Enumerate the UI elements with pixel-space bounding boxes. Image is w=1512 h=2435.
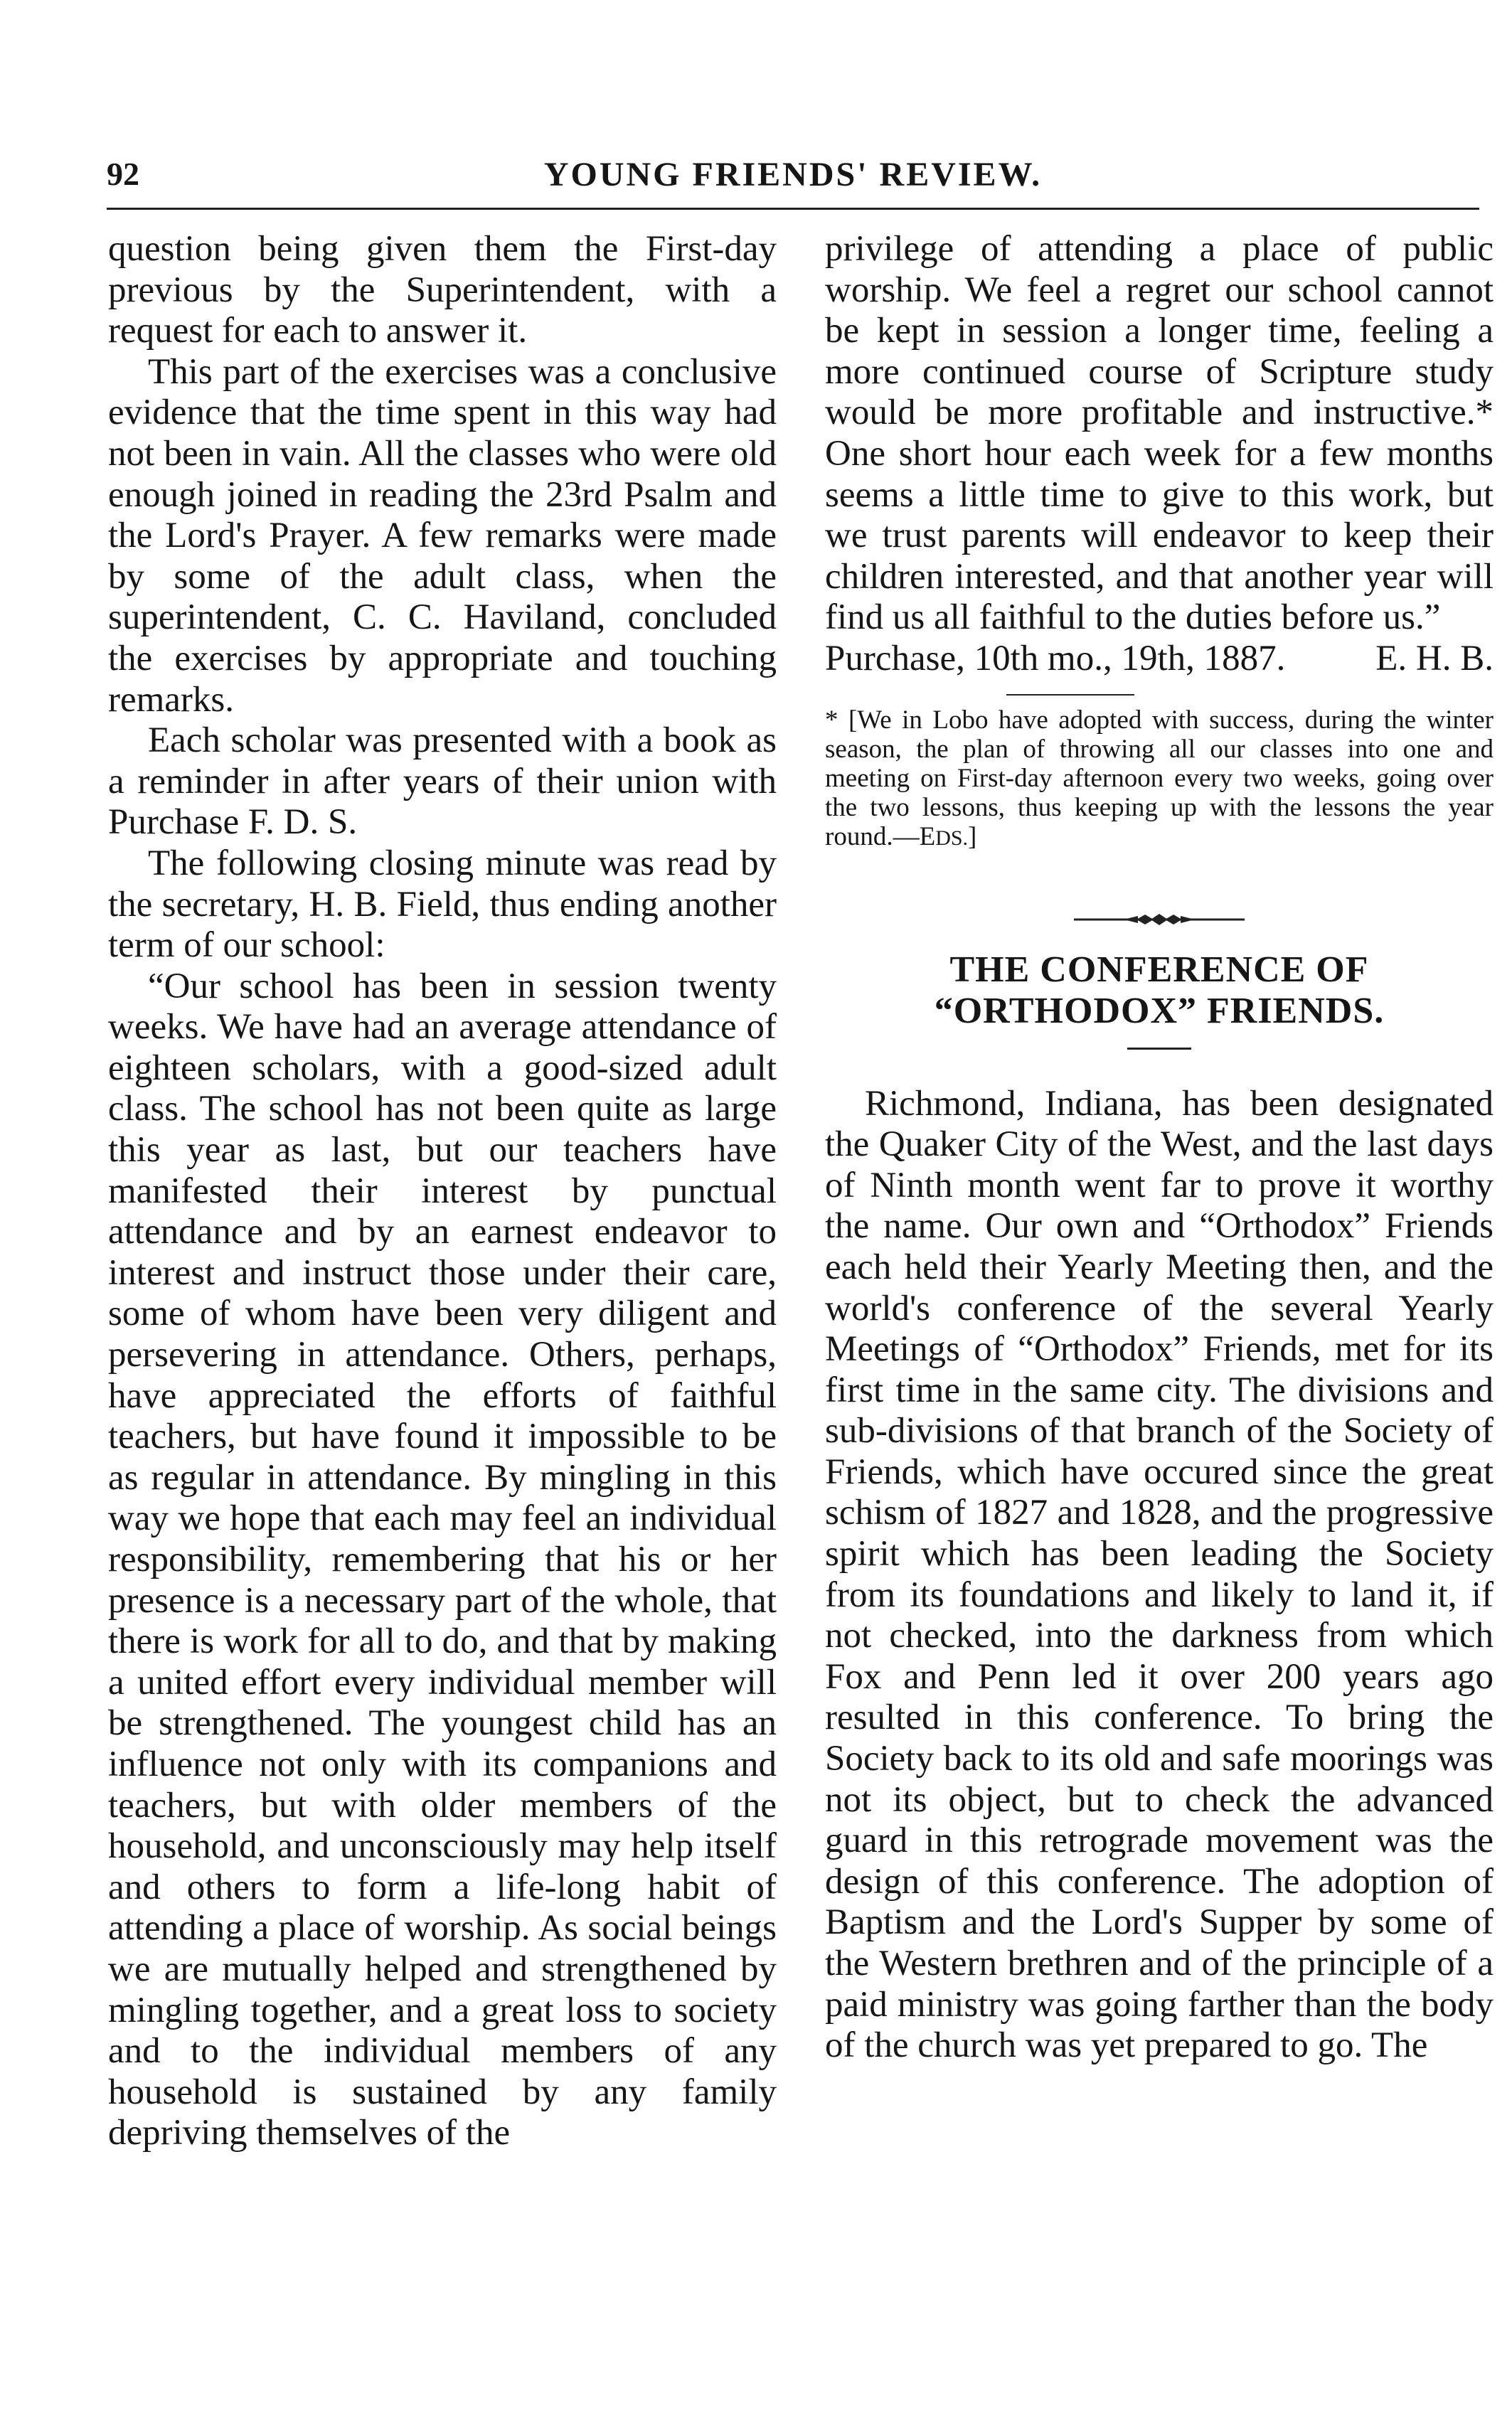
running-title: YOUNG FRIENDS' REVIEW. bbox=[543, 156, 1043, 193]
paragraph: “Our school has been in session twenty weeks. We have had an average attendance of eighteen scholars, with a good-sized adult class. The school has not been quite as large this year as last, but our teachers have manifested their interest by punctual attendance and by an earnest endeavor to interest and instruct those under their care, some of whom have been very diligent and persevering in attendance. Others, perhaps, have appreciated the efforts of faithful teachers, but have found it impossible to be as regular in attendance. By mingling in this way we hope that each may feel an individual responsibility, remembering that his or her presence is a necessary part of the whole, that there is work for all to do, and that by making a united effort every individual member will be strengthened. The youngest child has an influence not only with its companions and teachers, but with older members of the household, and unconsciously may help itself and others to form a life-long habit of attending a place of worship. As social beings we are mutually helped and strengthened by mingling together, and a great loss to society and to the individual members of any household is sustained by any family depriving themselves of the bbox=[108, 966, 777, 2153]
heading-rule bbox=[1127, 1048, 1191, 1050]
right-column bbox=[825, 229, 1494, 2067]
article-paragraph: Richmond, Indiana, has been designated the Quaker City of the West, and the last days of Ninth month went far to prove it worthy the name. Our own and “Orthodox” Friends each held their Yearly Meeting then, and the world's conference of the several Yearly Meetings of “Orthodox” Friends, met for its first time in the same city. The divisions and sub-divisions of that branch of the Society of Friends, which have occured since the great schism of 1827 and 1828, and the progressive spirit which has been leading the Society from its foundations and likely to land it, if not checked, into the darkness from which Fox and Penn led it over 200 years ago resulted in this conference. To bring the Society back to its old and safe moorings was not its object, but to check the advanced guard in this retrograde movement was the design of this conference. The adoption of Baptism and the Lord's Supper by some of the Western brethren and of the principle of a paid ministry was going farther than the body of the church was yet prepared to go. The bbox=[825, 1083, 1494, 2066]
footnote-rule bbox=[1006, 694, 1134, 696]
paragraph: This part of the exercises was a conclusive evidence that the time spent in this way had not been in vain. All the classes who were old enough joined in reading the 23rd Psalm and the Lord's Prayer. A few remarks were made by some of the adult class, when the superintendent, C. C. Haviland, concluded the exercises by appropriate and touching remarks. bbox=[108, 351, 777, 720]
article-heading: THE CONFERENCE OF “ORTHODOX” FRIENDS. bbox=[934, 949, 1385, 1031]
left-column bbox=[108, 229, 777, 2154]
paragraph: Each scholar was presented with a book as a reminder in after years of their union with Purchase F. D. S. bbox=[108, 720, 777, 843]
editors-footnote: * [We in Lobo have adopted with success, during the winter season, the plan of throwing all our classes into one and meeting on First-day afternoon every two weeks, going over the two lessons, thus keeping up with the lessons the year round.—EDS.] bbox=[825, 705, 1494, 851]
header-rule bbox=[107, 208, 1479, 210]
page-number: 92 bbox=[107, 156, 139, 192]
paragraph: question being given them the First-day previous by the Superintendent, with a request for each to answer it. bbox=[108, 229, 777, 351]
page-header bbox=[107, 155, 1479, 205]
ornament-divider-icon bbox=[1074, 912, 1245, 927]
paragraph: The following closing minute was read by the secretary, H. B. Field, thus ending another term of our school: bbox=[108, 843, 777, 966]
ornament-divider bbox=[825, 895, 1494, 924]
minute-text: privilege of attending a place of public worship. We feel a regret our school cannot be kept in session a longer time, feeling a more continued course of Scripture study would be more profitable and instructive.* One short hour each week for a few months seems a little time to give to this work, but we trust parents will endeavor to keep their children interested, and that another year will find us all faithful to the duties before us.” bbox=[825, 229, 1494, 638]
signature-initials: E. H. B. bbox=[1375, 638, 1494, 678]
dateline: Purchase, 10th mo., 19th, 1887. bbox=[825, 638, 1286, 678]
